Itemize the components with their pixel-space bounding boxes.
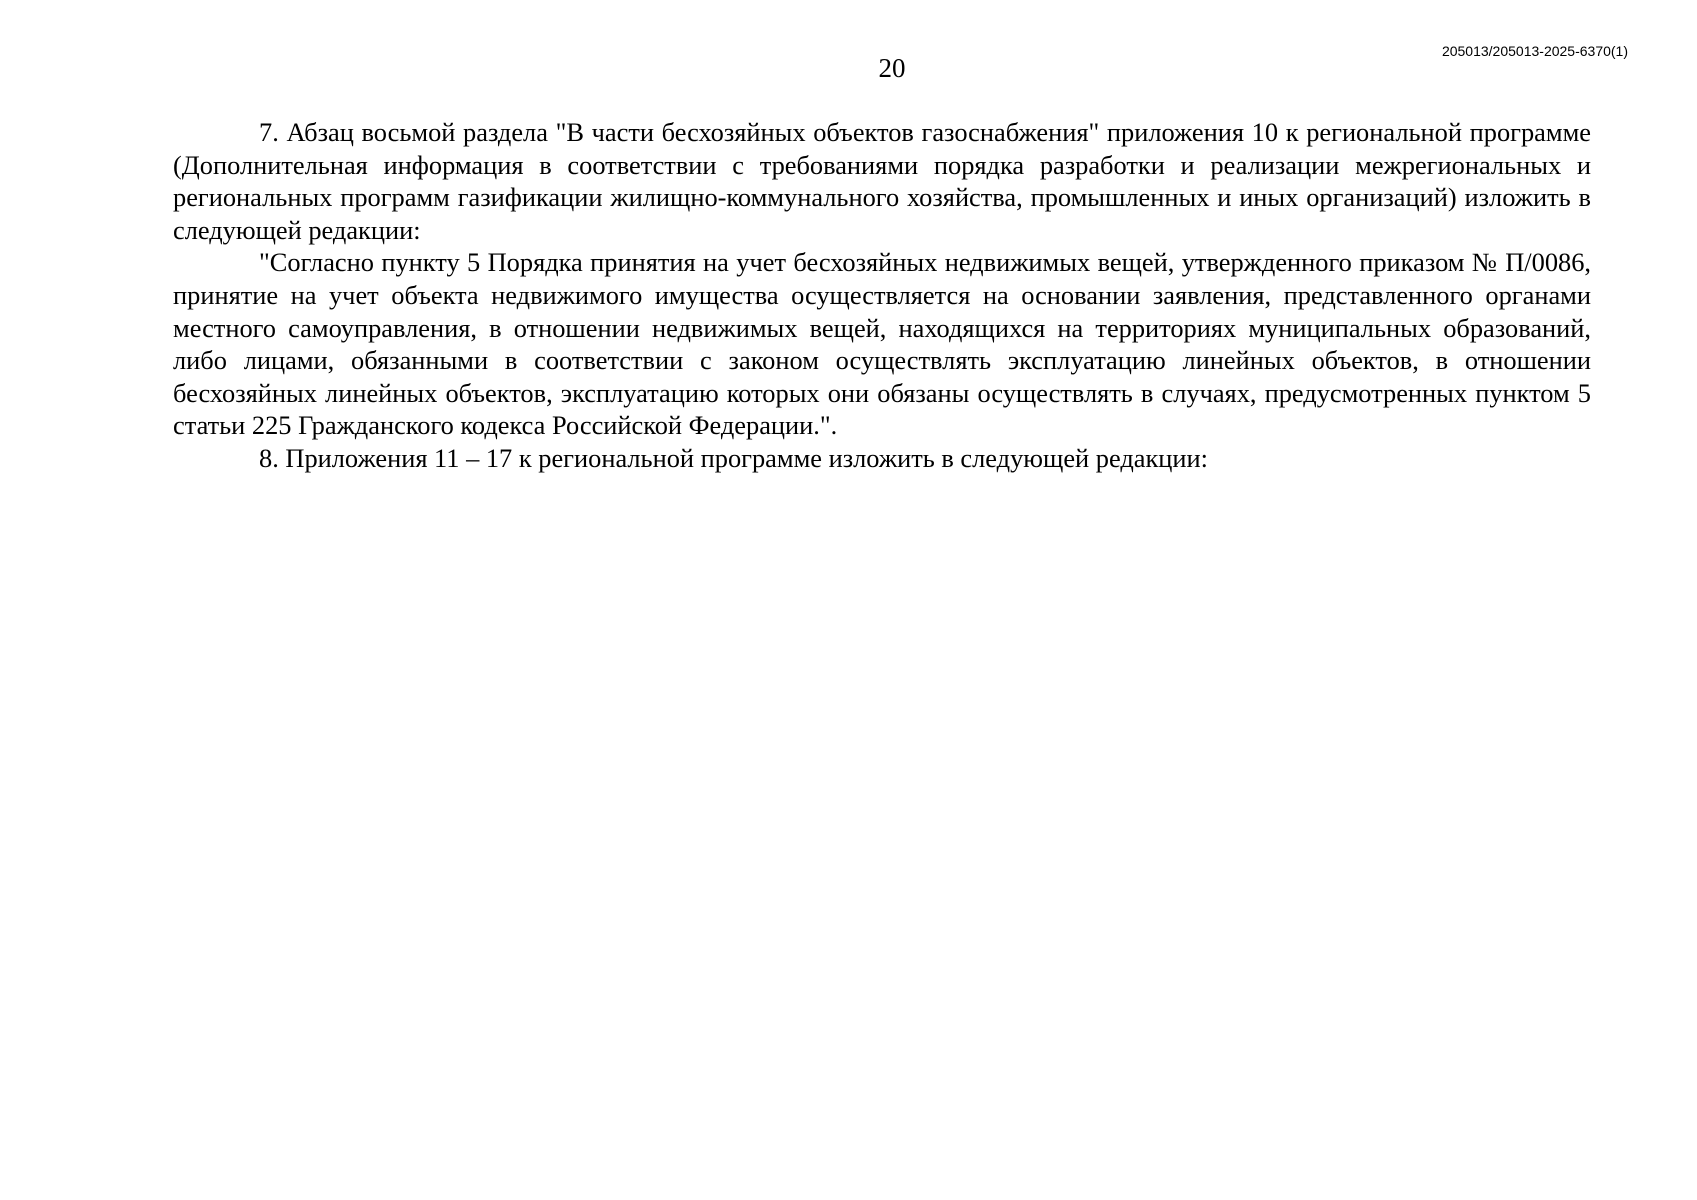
paragraph-item-8: 8. Приложения 11 – 17 к региональной программе изложить в следующей редакции: <box>259 442 1208 473</box>
paragraph-item-7: 7. Абзац восьмой раздела "В части бесхозяйных объектов газоснабжения" приложения 10 к региональной программе (Дополнительная информация в соответствии с требованиями порядка разработки и реализации межрегиональных и региональных программ газификации жилищно-коммунального хозяйства, промышленных и иных организаций) изложить в следующей редакции: <box>173 117 1591 245</box>
page-number: 20 <box>878 53 906 83</box>
document-body <box>173 116 1591 475</box>
document-id: 205013/205013-2025-6370(1) <box>1441 43 1628 59</box>
quoted-paragraph: "Согласно пункту 5 Порядка принятия на учет бесхозяйных недвижимых вещей, утвержденного приказом № П/0086, принятие на учет объекта недвижимого имущества осуществляется на основании заявления, представленного органами местного самоуправления, в отношении недвижимых вещей, находящихся на территориях муниципальных образований, либо лицами, обязанными в соответствии с законом осуществлять эксплуатацию линейных объектов, в отношении бесхозяйных линейных объектов, эксплуатацию которых они обязаны осуществлять в случаях, предусмотренных пунктом 5 статьи 225 Гражданского кодекса Российской Федерации.". <box>173 247 1591 441</box>
